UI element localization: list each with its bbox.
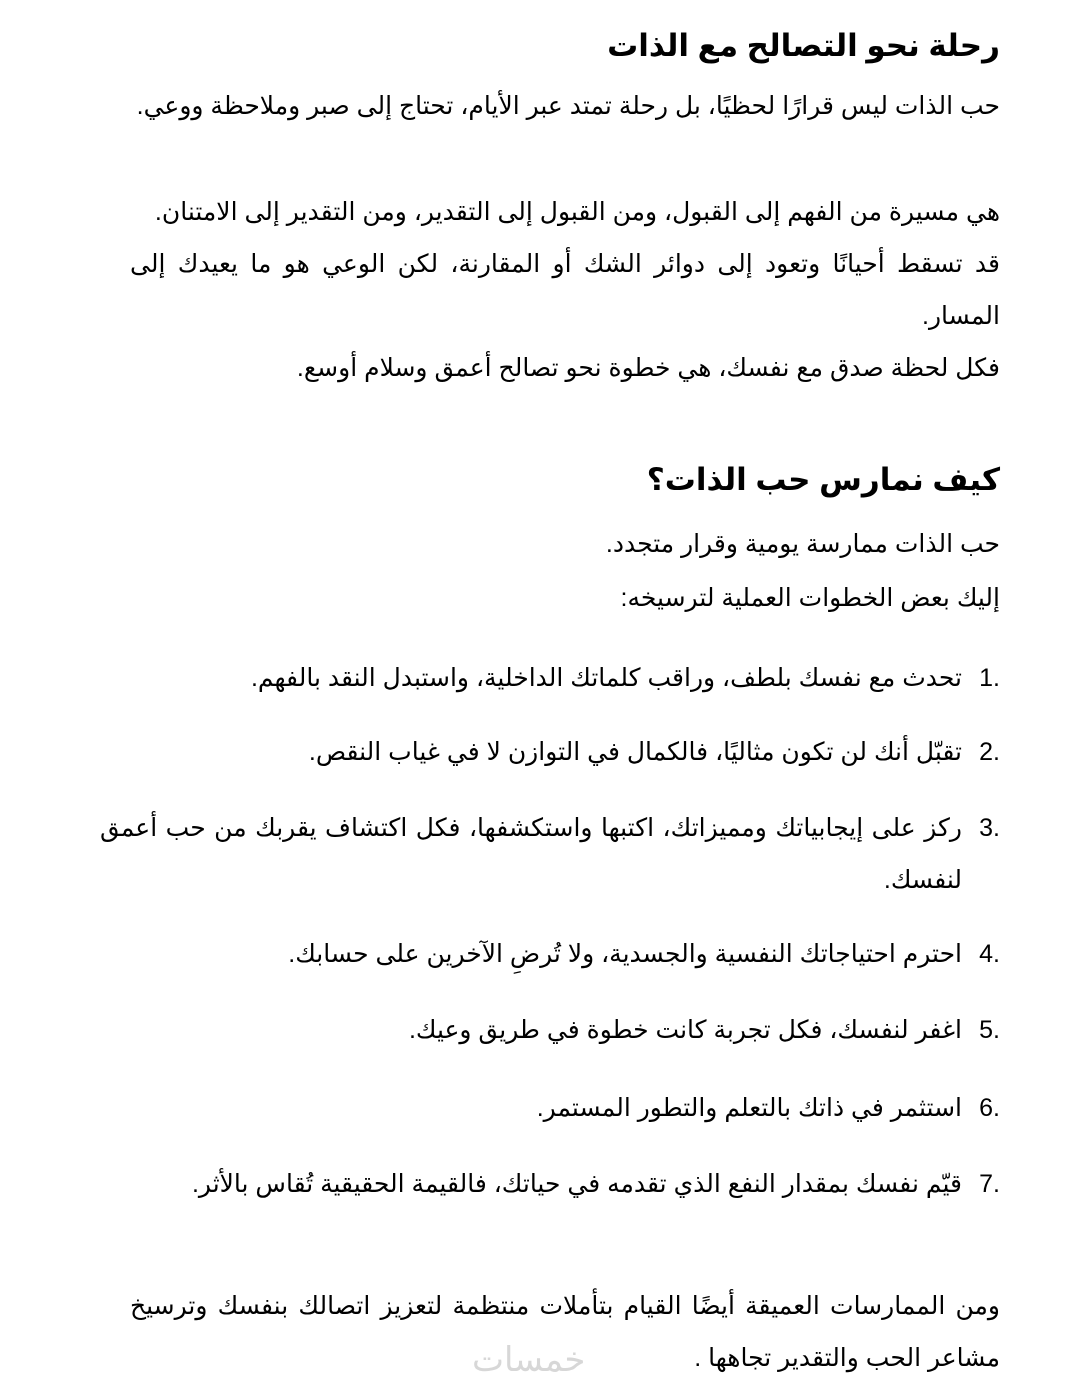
list-item <box>100 652 1000 704</box>
list-item-text: اغفر لنفسك، فكل تجربة كانت خطوة في طريق وعيك. <box>408 1016 962 1044</box>
list-item-text: قيّم نفسك بمقدار النفع الذي تقدمه في حياتك، فالقيمة الحقيقية تُقاس بالأثر. <box>191 1170 962 1198</box>
list-item-text: احترم احتياجاتك النفسية والجسدية، ولا تُرضِ الآخرين على حسابك. <box>288 940 962 968</box>
list-item <box>100 1004 1000 1056</box>
list-item-text: ركز على إيجابياتك ومميزاتك، اكتبها واستكشفها، فكل اكتشاف يقربك من حب أعمق لنفسك. <box>100 814 962 894</box>
paragraph-self-love-journey: حب الذات ليس قرارًا لحظيًا، بل رحلة تمتد عبر الأيام، تحتاج إلى صبر وملاحظة ووعي. <box>136 92 1000 120</box>
list-item <box>100 726 1000 778</box>
paragraph-doubt-awareness: قد تسقط أحيانًا وتعود إلى دوائر الشك أو المقارنة، لكن الوعي هو ما يعيدك إلى المسار. <box>130 250 1000 330</box>
list-item-number: 3. <box>979 814 1000 842</box>
list-item-number: 4. <box>979 940 1000 968</box>
list-item-number: 7. <box>979 1170 1000 1198</box>
section-heading-reconciliation: رحلة نحو التصالح مع الذات <box>607 28 1000 63</box>
list-item <box>100 928 1000 980</box>
list-item <box>100 1082 1000 1134</box>
list-item-text: تقبّل أنك لن تكون مثاليًا، فالكمال في التوازن لا في غياب النقص. <box>308 738 962 766</box>
list-item-number: 2. <box>979 738 1000 766</box>
paragraph-honesty-step: فكل لحظة صدق مع نفسك، هي خطوة نحو تصالح أعمق وسلام أوسع. <box>296 354 1000 382</box>
list-item-number: 6. <box>979 1094 1000 1122</box>
paragraph-daily-practice: حب الذات ممارسة يومية وقرار متجدد. <box>605 530 1000 558</box>
paragraph-steps-intro: إليك بعض الخطوات العملية لترسيخه: <box>620 584 1000 612</box>
paragraph-meditation-practice: ومن الممارسات العميقة أيضًا القيام بتأملات منتظمة لتعزيز اتصالك بنفسك وترسيخ مشاعر الحب والتقدير تجاهها . <box>130 1292 1000 1372</box>
list-item-text: استثمر في ذاتك بالتعلم والتطور المستمر. <box>536 1094 962 1122</box>
section-heading-how-to-practice: كيف نمارس حب الذات؟ <box>646 462 1000 497</box>
list-item <box>100 1158 1000 1210</box>
list-item-number: 5. <box>979 1016 1000 1044</box>
watermark-logo: خمسات <box>472 1341 586 1379</box>
list-item <box>100 802 1000 906</box>
paragraph-understanding-path: هي مسيرة من الفهم إلى القبول، ومن القبول إلى التقدير، ومن التقدير إلى الامتنان. <box>154 198 1000 226</box>
list-item-number: 1. <box>979 664 1000 692</box>
list-item-text: تحدث مع نفسك بلطف، وراقب كلماتك الداخلية، واستبدل النقد بالفهم. <box>250 664 962 692</box>
